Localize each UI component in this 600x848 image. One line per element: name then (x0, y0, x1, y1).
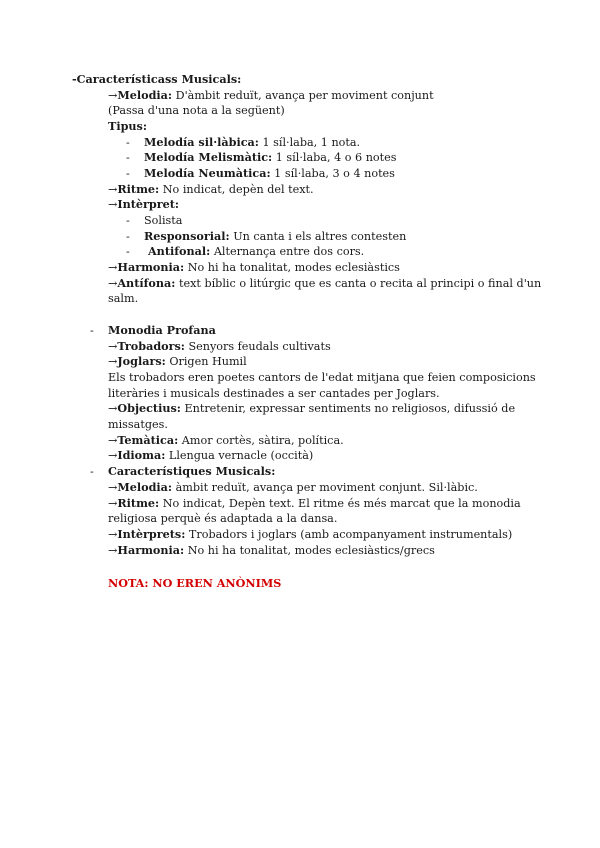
bullet-dash: - (90, 324, 94, 337)
line-ritme: →Ritme: No indicat, depèn del text. (108, 182, 314, 196)
label-tipus: Tipus: (108, 119, 147, 133)
arrow-icon: → (108, 497, 118, 510)
line-ritme-2-cont: religiosa perquè és adaptada a la dansa. (108, 512, 338, 525)
line-objectius-cont: missatges. (108, 418, 168, 431)
bullet-dash: - (126, 136, 130, 149)
paragraph-line-1: Els trobadors eren poetes cantors de l'edat mitjana que feien composicions (108, 371, 536, 384)
line-trobadors: →Trobadors: Senyors feudals cultivats (108, 339, 331, 353)
bullet-dash: - (126, 245, 130, 258)
line-interpret: →Intèrpret: (108, 197, 180, 211)
note-text: NOTA: NO EREN ANÒNIMS (108, 576, 282, 590)
list-item-antifonal: Antifonal: Alternança entre dos cors. (148, 244, 365, 258)
arrow-icon: → (108, 481, 118, 494)
bullet-dash: - (126, 214, 130, 227)
paragraph-line-2: literàries i musicals destinades a ser cantades per Joglars. (108, 387, 440, 400)
arrow-icon: → (108, 89, 118, 102)
section-title-caracteristiques: Característiques Musicals: (108, 464, 276, 478)
line-interprets: →Intèrprets: Trobadors i joglars (amb acompanyament instrumentals) (108, 527, 513, 541)
arrow-icon: → (108, 198, 118, 211)
arrow-icon: → (108, 449, 118, 462)
heading-caracteristiques: -Característicass Musicals: (72, 72, 242, 86)
line-harmonia: →Harmonia: No hi ha tonalitat, modes eclesiàstics (108, 260, 400, 274)
bullet-dash: - (126, 230, 130, 243)
line-antifona-cont: salm. (108, 292, 139, 305)
line-joglars: →Joglars: Origen Humil (108, 354, 247, 368)
list-item-silabica: Melodía sil·làbica: 1 síl·laba, 1 nota. (144, 135, 361, 149)
line-ritme-2: →Ritme: No indicat, Depèn text. El ritme és més marcat que la monodia (108, 496, 521, 510)
line-tematica: →Temàtica: Amor cortès, sàtira, política. (108, 433, 344, 447)
arrow-icon: → (108, 528, 118, 541)
arrow-icon: → (108, 434, 118, 447)
bullet-dash: - (126, 151, 130, 164)
arrow-icon: → (108, 277, 118, 290)
section-title-monodia-profana: Monodia Profana (108, 323, 216, 337)
bullet-dash: - (126, 167, 130, 180)
arrow-icon: → (108, 355, 118, 368)
line-objectius: →Objectius: Entretenir, expressar sentiments no religiosos, difussió de (108, 401, 516, 415)
line-melodia-2: →Melodia: àmbit reduït, avança per moviment conjunt. Sil·làbic. (108, 480, 478, 494)
line-melodia: →Melodia: D'àmbit reduït, avança per moviment conjunt (108, 88, 434, 102)
arrow-icon: → (108, 340, 118, 353)
arrow-icon: → (108, 402, 118, 415)
line-antifona: →Antífona: text bíblic o litúrgic que es canta o recita al principi o final d'un (108, 276, 542, 290)
arrow-icon: → (108, 261, 118, 274)
list-item-responsorial: Responsorial: Un canta i els altres contesten (144, 229, 407, 243)
line-harmonia-2: →Harmonia: No hi ha tonalitat, modes eclesiàstics/grecs (108, 543, 435, 557)
list-item-melismatic: Melodía Melismàtic: 1 síl·laba, 4 o 6 notes (144, 150, 397, 164)
line-melodia-note: (Passa d'una nota a la següent) (108, 104, 285, 117)
arrow-icon: → (108, 183, 118, 196)
line-idioma: →Idioma: Llengua vernacle (occità) (108, 448, 314, 462)
list-item-neumatica: Melodía Neumàtica: 1 síl·laba, 3 o 4 notes (144, 166, 395, 180)
list-item-solista: Solista (144, 214, 183, 227)
arrow-icon: → (108, 544, 118, 557)
bullet-dash: - (90, 465, 94, 478)
